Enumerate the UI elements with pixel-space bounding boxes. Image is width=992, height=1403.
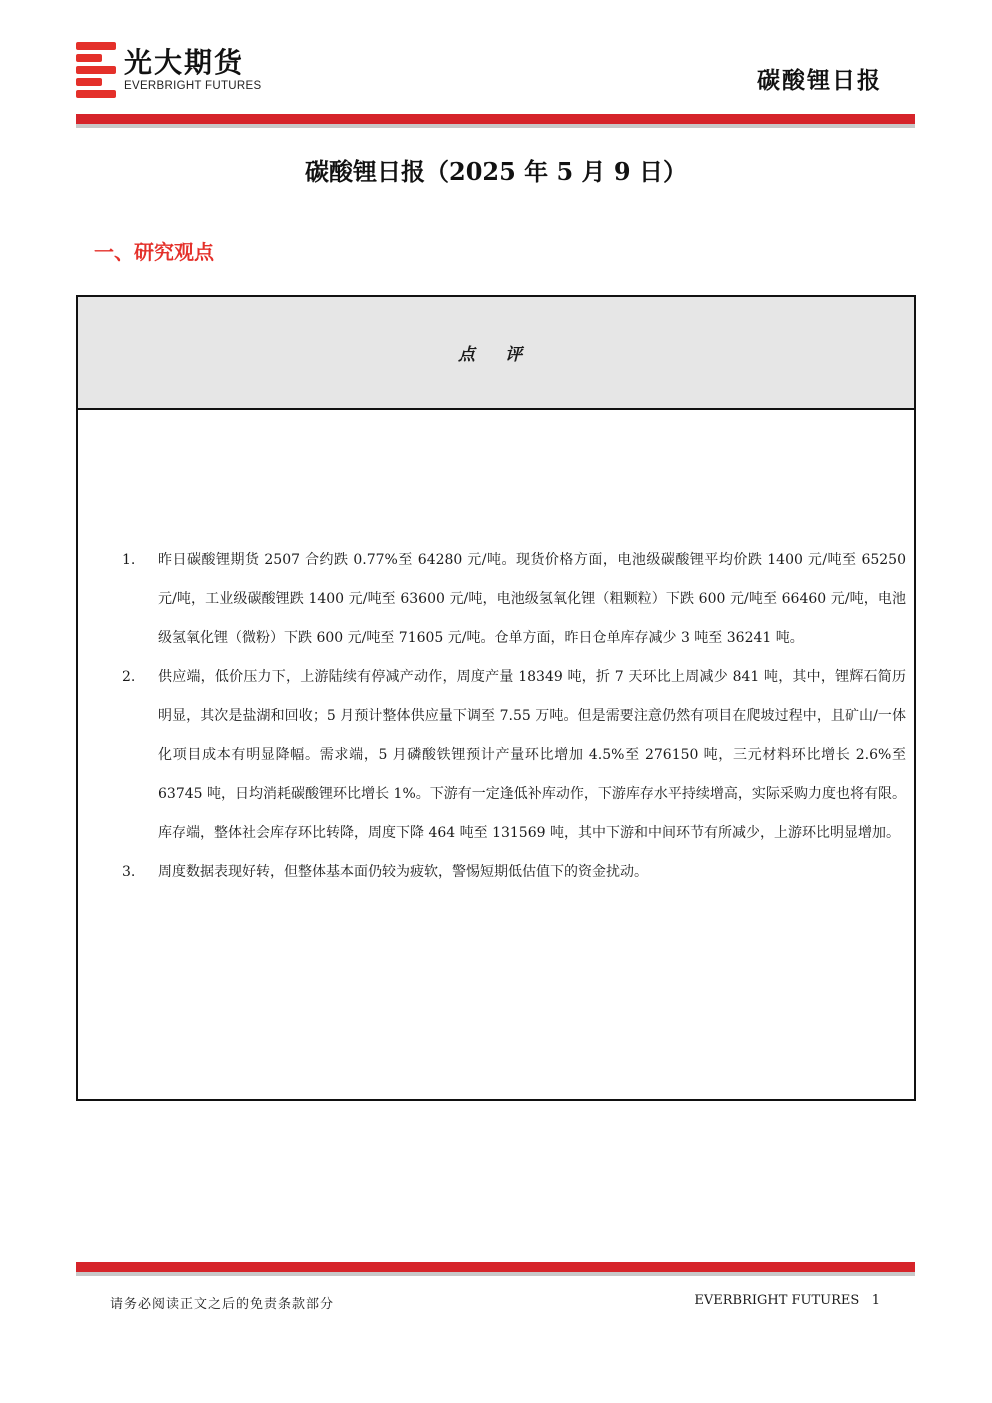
commentary-list bbox=[78, 541, 914, 892]
footer-disclaimer: 请务必阅读正文之后的免责条款部分 bbox=[110, 1297, 335, 1312]
section-heading: 一、研究观点 bbox=[94, 240, 214, 264]
commentary-box-header: 点 评 bbox=[78, 297, 914, 410]
commentary-box bbox=[76, 295, 916, 1101]
report-name: 碳酸锂日报 bbox=[757, 68, 882, 94]
page-number: 1 bbox=[871, 1293, 880, 1308]
logo-chinese-name: 光大期货 bbox=[124, 46, 245, 79]
list-item-text: 昨日碳酸锂期货 2507 合约跌 0.77%至 64280 元/吨。现货价格方面，电池级碳酸锂平均价跌 1400 元/吨至 65250 元/吨，工业级碳酸锂跌 1400 元/吨至 63600 元/吨，电池级氢氧化锂（粗颗粒）下跌 600 元/吨至 66460 元/吨，电池级氢氧化锂（微粉）下跌 600 元/吨至 71605 元/吨。仓单方面，昨日仓单库存减少 3 吨至 36241 吨。 bbox=[158, 552, 906, 646]
footer-brand: EVERBRIGHT FUTURES bbox=[694, 1293, 860, 1308]
list-item bbox=[78, 541, 914, 658]
list-item bbox=[78, 658, 914, 853]
logo-english-name: EVERBRIGHT FUTURES bbox=[124, 80, 262, 92]
header-divider bbox=[76, 114, 915, 128]
list-item bbox=[78, 853, 914, 892]
logo-mark-icon bbox=[76, 42, 116, 98]
list-item-text: 供应端，低价压力下，上游陆续有停减产动作，周度产量 18349 吨，折 7 天环比上周减少 841 吨，其中，锂辉石简历明显，其次是盐湖和回收；5 月预计整体供应量下调至 7.55 万吨。但是需要注意仍然有项目在爬坡过程中，且矿山/一体化项目成本有明显降幅。需求端，5 月磷酸铁锂预计产量环比增加 4.5%至 276150 吨，三元材料环比增长 2.6%至 63745 吨，日均消耗碳酸锂环比增长 1%。下游有一定逢低补库动作，下游库存水平持续增高，实际采购力度也将有限。库存端，整体社会库存环比转降，周度下降 464 吨至 131569 吨，其中下游和中间环节有所减少，上游环比明显增加。 bbox=[158, 669, 906, 841]
footer-divider bbox=[76, 1262, 915, 1276]
list-item-number: 2. bbox=[122, 669, 136, 685]
footer-brand-page bbox=[694, 1293, 880, 1308]
company-logo bbox=[76, 42, 261, 98]
list-item-text: 周度数据表现好转，但整体基本面仍较为疲软，警惕短期低估值下的资金扰动。 bbox=[158, 864, 648, 880]
list-item-number: 3. bbox=[122, 864, 136, 880]
document-title: 碳酸锂日报（2025 年 5 月 9 日） bbox=[305, 157, 687, 186]
list-item-number: 1. bbox=[122, 552, 136, 568]
